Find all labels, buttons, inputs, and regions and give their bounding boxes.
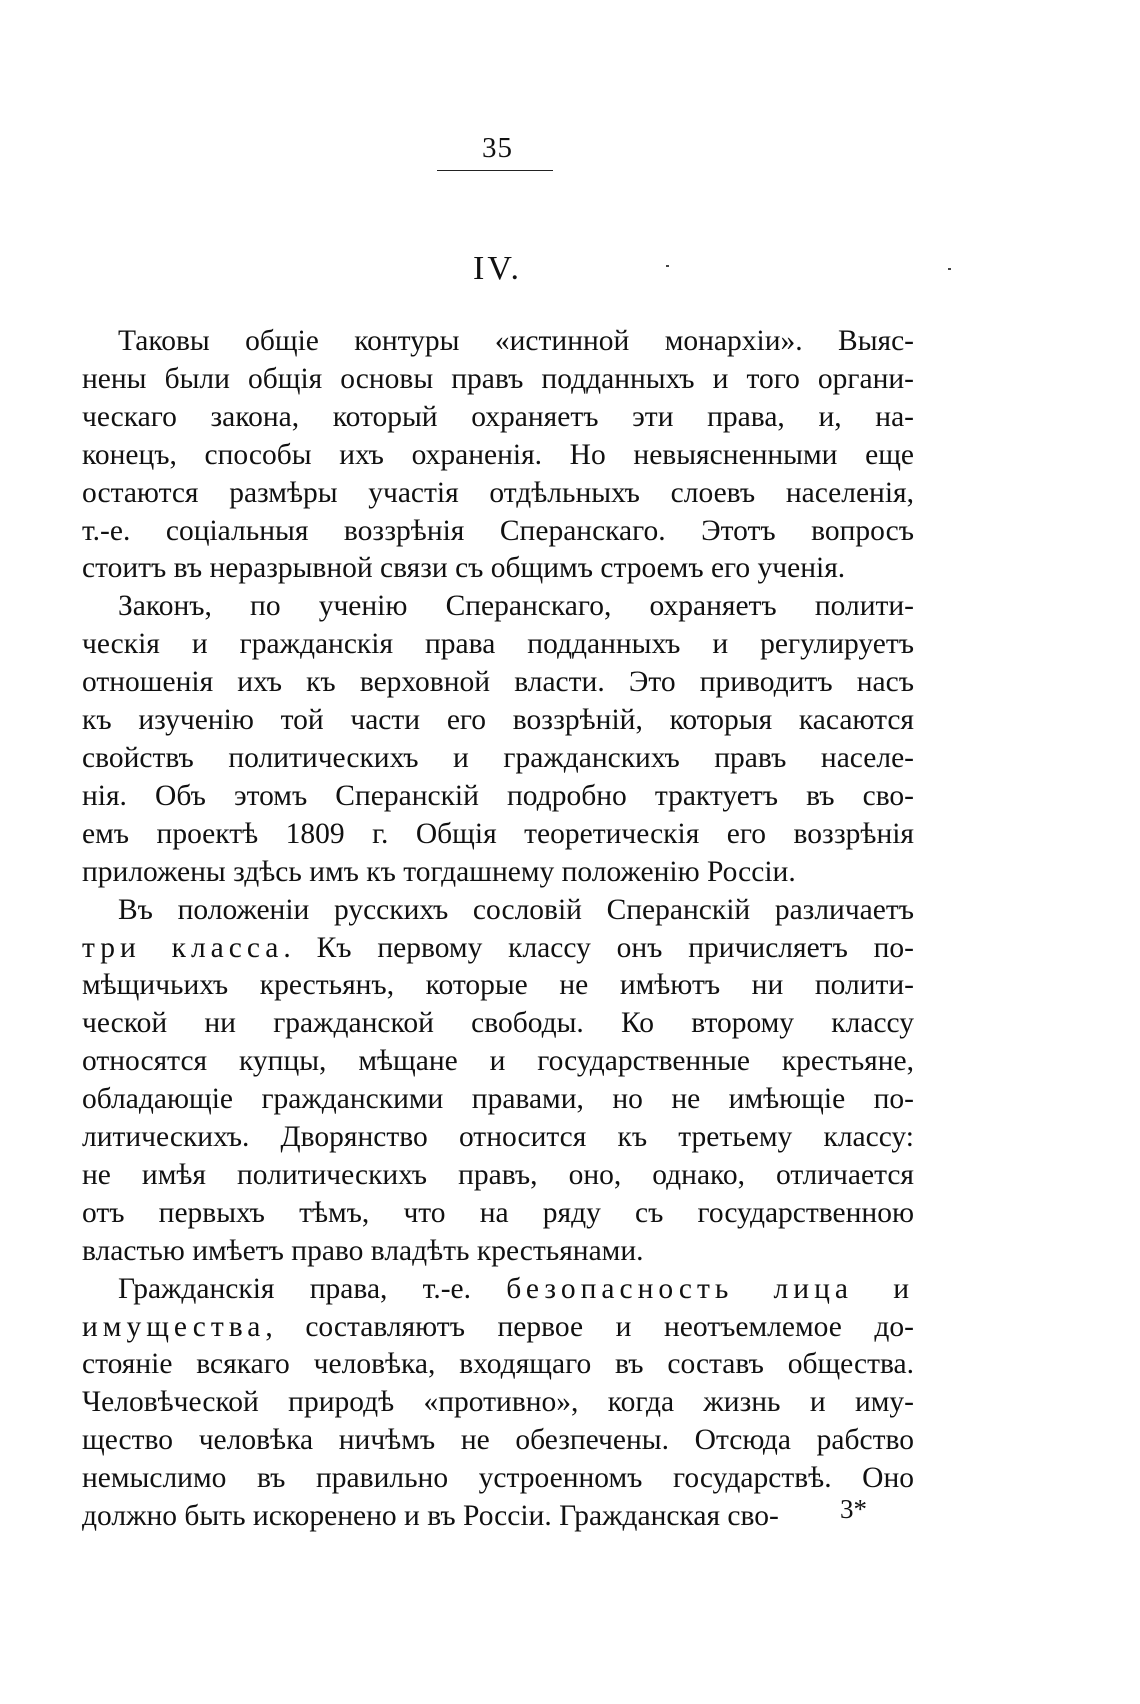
text-line: немыслимо въ правильно устроенномъ государствѣ. Оно xyxy=(82,1462,914,1495)
text-line: т.-е. соціальныя воззрѣнія Сперанскаго. Этотъ вопросъ xyxy=(82,514,914,547)
text-line: стоитъ въ неразрывной связи съ общимъ строемъ его ученія. xyxy=(82,552,846,585)
paragraph xyxy=(82,323,914,588)
text-line: не имѣя политическихъ правъ, оно, однако, отличается xyxy=(82,1158,914,1191)
text-line: остаются размѣры участія отдѣльныхъ слоевъ населенія, xyxy=(82,476,914,509)
paper-speck xyxy=(948,268,951,270)
text-line: свойствъ политическихъ и гражданскихъ правъ населе- xyxy=(82,741,914,774)
page-number: 35 xyxy=(482,132,513,164)
emphasized-text: безопасность лица и xyxy=(506,1272,914,1305)
text-line: щество человѣка ничѣмъ не обезпечены. Отсюда рабство xyxy=(82,1424,914,1457)
text-line: нія. Объ этомъ Сперанскій подробно трактуетъ въ сво- xyxy=(82,779,914,812)
text-line: нены были общія основы правъ подданныхъ и того органи- xyxy=(82,362,914,395)
text-line: приложены здѣсь имъ къ тогдашнему положенію Россіи. xyxy=(82,855,796,888)
text-line: обладающіе гражданскими правами, но не имѣющіе по- xyxy=(82,1083,914,1116)
body-text xyxy=(82,323,914,1536)
page-number-rule xyxy=(437,170,553,171)
text-line: конецъ, способы ихъ охраненія. Но невыясненными еще xyxy=(82,438,914,471)
text-line: ческія и гражданскія права подданныхъ и регулируетъ xyxy=(82,628,914,661)
text-line: Гражданскія права, т.-е. безопасность лица и xyxy=(118,1272,914,1305)
paragraph xyxy=(82,588,914,891)
text-line: относятся купцы, мѣщане и государственные крестьяне, xyxy=(82,1045,914,1078)
text-line: имущества, составляютъ первое и неотъемлемое до- xyxy=(82,1310,914,1343)
emphasized-text: имущества xyxy=(82,1310,266,1343)
text-line: литическихъ. Дворянство относится къ третьему классу: xyxy=(82,1121,914,1154)
text-line: должно быть искоренено и въ Россіи. Гражданская сво- xyxy=(82,1500,779,1533)
text-line: отношенія ихъ къ верховной власти. Это приводитъ насъ xyxy=(82,666,914,699)
text-line: три класса. Къ первому классу онъ причисляетъ по- xyxy=(82,931,915,964)
paragraph xyxy=(82,892,914,1271)
text-line: властью имѣетъ право владѣть крестьянами. xyxy=(82,1234,644,1267)
text-line: ческой ни гражданской свободы. Ко второму классу xyxy=(82,1007,914,1040)
section-heading: IV. xyxy=(473,250,522,287)
text-line: къ изученію той части его воззрѣній, которыя касаются xyxy=(82,704,914,737)
text-line: Законъ, по ученію Сперанскаго, охраняетъ полити- xyxy=(118,590,914,623)
text-line: отъ первыхъ тѣмъ, что на ряду съ государственною xyxy=(82,1196,914,1229)
text-line: стояніе всякаго человѣка, входящаго въ составъ общества. xyxy=(82,1348,914,1381)
paper-speck xyxy=(666,265,669,267)
text-line: мѣщичьихъ крестьянъ, которые не имѣютъ ни полити- xyxy=(82,969,914,1002)
text-line: емъ проектѣ 1809 г. Общія теоретическія его воззрѣнія xyxy=(82,817,914,850)
signature-mark: 3* xyxy=(840,1494,867,1524)
text-line: Таковы общіе контуры «истинной монархіи». Выяс- xyxy=(118,325,914,357)
emphasized-text: три класса xyxy=(82,931,284,964)
text-line: Человѣческой природѣ «противно», когда жизнь и иму- xyxy=(82,1386,914,1419)
paragraph xyxy=(82,1271,914,1536)
text-line: Въ положеніи русскихъ сословій Сперанскій различаетъ xyxy=(118,893,914,926)
text-line: ческаго закона, который охраняетъ эти права, и, на- xyxy=(82,400,914,433)
